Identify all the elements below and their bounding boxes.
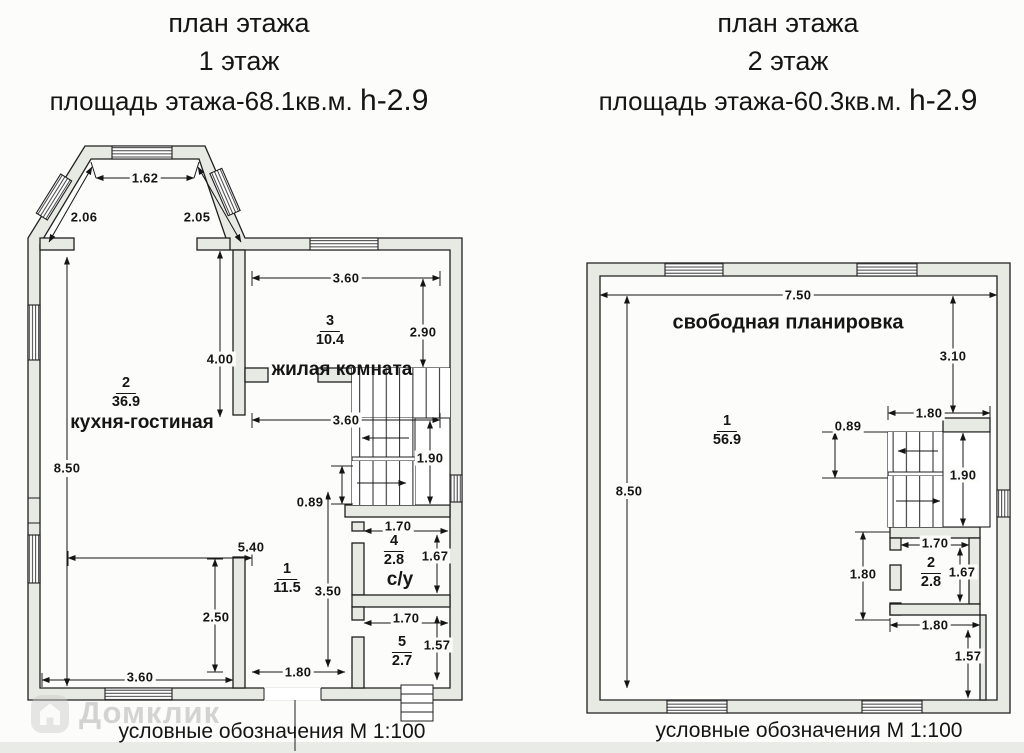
room-number: 1	[717, 413, 737, 432]
floor2-caption: условные обозначения М 1:100	[655, 719, 963, 742]
room-area: 2.8	[383, 552, 405, 568]
room-name-bath: с/у	[386, 569, 414, 590]
dim-f2-below-width: 1.80	[921, 617, 949, 633]
room-number: 1	[277, 561, 297, 580]
dim-entry-door-width: 1.80	[284, 664, 312, 680]
room-number: 2	[921, 555, 941, 574]
entry-steps	[401, 685, 433, 721]
room-number: 3	[320, 313, 340, 332]
room-label-f2-main	[713, 413, 741, 449]
room-area: 2.7	[391, 653, 413, 669]
watermark	[28, 688, 220, 738]
floor1-title-line1: план этажа	[168, 8, 310, 38]
floor2-height-text: h-2.9	[909, 84, 978, 117]
dim-f2-stairs-width: 1.80	[915, 405, 943, 421]
floor2-title-line3	[552, 84, 1024, 118]
room-area: 2.8	[920, 574, 942, 590]
floor2-title	[552, 4, 1024, 118]
window	[450, 475, 462, 502]
room-label-5	[392, 634, 412, 670]
floor1-title	[0, 4, 478, 118]
window	[997, 490, 1010, 517]
dim-f2-room2-height: 1.67	[948, 564, 976, 580]
window	[665, 263, 723, 276]
floor2-title-line1: план этажа	[717, 8, 859, 38]
floor1-height-text: h-2.9	[360, 84, 429, 117]
floor1-area-text: площадь этажа-68.1кв.м.	[49, 86, 353, 116]
dim-bay-top-width: 1.62	[131, 170, 159, 186]
floor1-title-line2: 1 этаж	[198, 46, 280, 76]
room-area: 56.9	[712, 432, 742, 448]
floor1-stairs	[352, 368, 450, 505]
dim-f2-stairs-height: 1.90	[949, 467, 977, 483]
window	[28, 535, 40, 583]
dim-f2-room2-width: 1.70	[921, 535, 949, 551]
dim-room5-width: 1.70	[392, 610, 420, 626]
dim-room3-width: 3.60	[332, 270, 360, 286]
dim-f2-below-height: 1.57	[954, 648, 982, 664]
floor1-title-line3	[0, 84, 478, 118]
dim-room3-height: 2.90	[409, 324, 437, 340]
room-label-hall	[273, 561, 300, 597]
floor2-area-text: площадь этажа-60.3кв.м.	[598, 86, 902, 116]
dim-stair-stub: 0.89	[296, 494, 324, 510]
window	[667, 700, 727, 713]
dim-f2-left-height: 8.50	[615, 483, 643, 499]
dim-f2-top-width: 7.50	[784, 287, 812, 303]
room-area: 36.9	[111, 394, 141, 410]
floor2-title-line2: 2 этаж	[747, 46, 829, 76]
room-label-kitchen	[112, 375, 140, 411]
room-number: 2	[116, 375, 136, 394]
dim-f2-right-height: 3.10	[939, 348, 967, 364]
window	[112, 146, 172, 159]
dim-room5-height: 1.57	[423, 637, 451, 653]
dim-f2-stair-stub: 0.89	[834, 418, 862, 434]
room-label-bath	[384, 533, 404, 569]
room-label-living	[316, 313, 344, 349]
floor1-caption: условные обозначения М 1:100	[118, 720, 426, 743]
dim-kitchen-bottom-width: 3.60	[126, 669, 154, 685]
dim-hall-top-width: 3.60	[332, 412, 360, 428]
room-name-kitchen: кухня-гостиная	[70, 412, 214, 433]
room-number: 4	[384, 533, 404, 552]
dim-hall-height: 3.50	[314, 583, 342, 599]
room-label-f2-2	[921, 555, 941, 591]
watermark-brand: Домклик	[79, 695, 221, 730]
room-name-f2-main: свободная планировка	[672, 311, 904, 334]
room-area: 10.4	[315, 332, 345, 348]
domclick-logo-icon	[28, 688, 72, 738]
window	[862, 700, 922, 713]
dim-hall-width: 5.40	[237, 539, 265, 555]
room-number: 5	[392, 634, 412, 653]
window	[28, 305, 40, 360]
floor1-drawing	[0, 140, 512, 753]
dim-kitchen-left-height: 8.50	[53, 460, 81, 476]
window	[310, 238, 378, 250]
room-area: 11.5	[273, 580, 301, 596]
dim-kitchen-inner-height: 4.00	[206, 351, 234, 367]
dim-bay-left: 2.06	[70, 209, 98, 225]
dim-bath-width: 1.70	[384, 518, 412, 534]
dim-f2-room2-outer-height: 1.80	[849, 566, 877, 582]
dim-stairs-height: 1.90	[416, 450, 444, 466]
dim-kitchen-bottom-height: 2.50	[202, 609, 230, 625]
window	[857, 263, 917, 276]
dim-bath-height: 1.67	[421, 548, 449, 564]
room-name-living: жилая комната	[271, 359, 413, 380]
dim-bay-right: 2.05	[183, 209, 211, 225]
